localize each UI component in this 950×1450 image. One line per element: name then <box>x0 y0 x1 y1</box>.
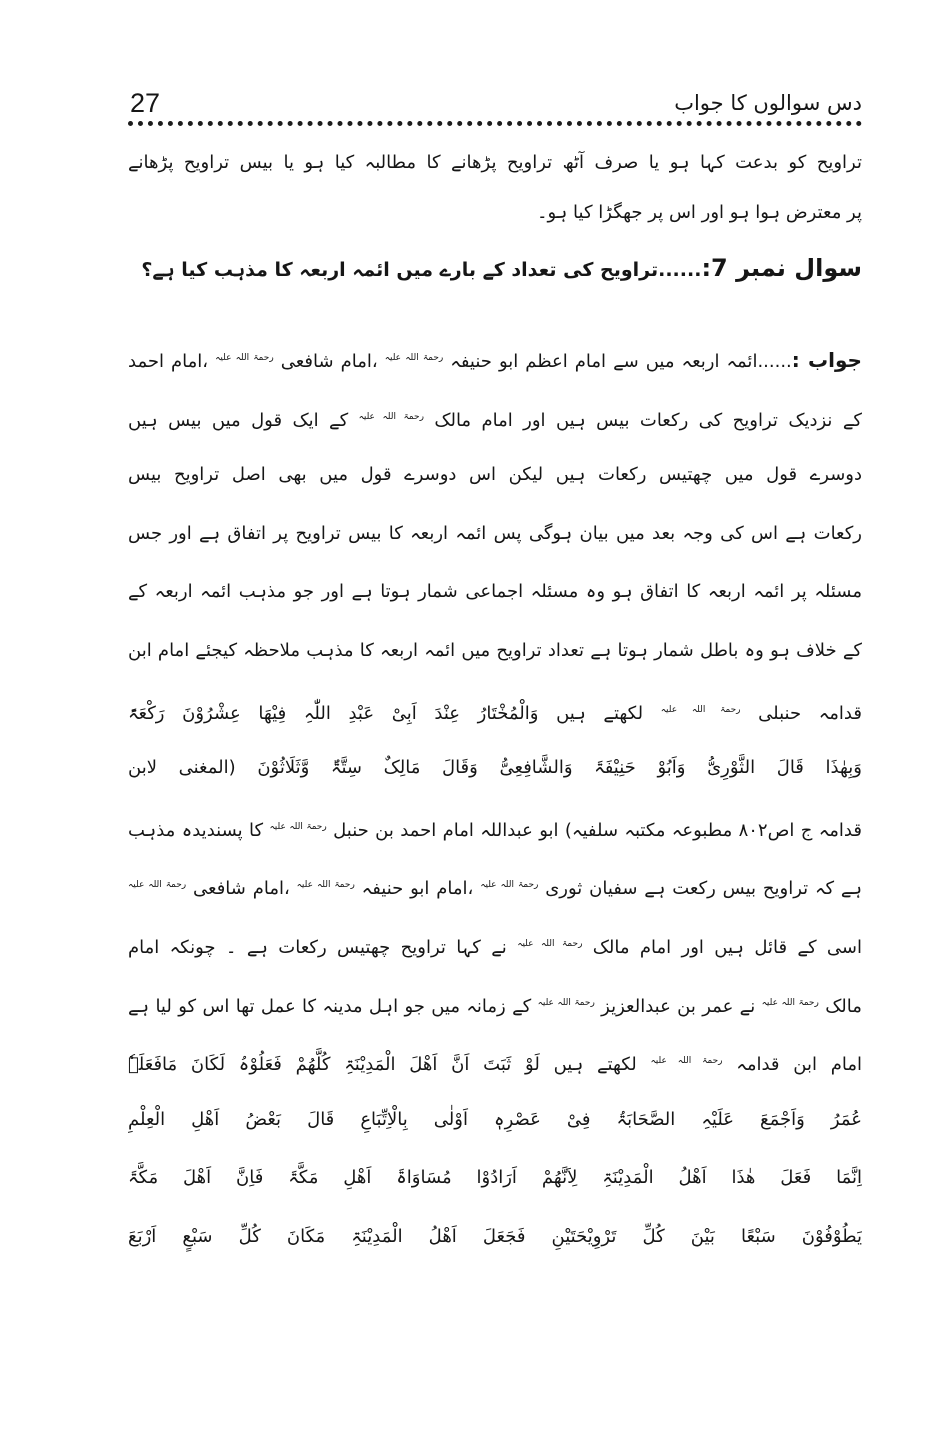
answer-paragraph <box>128 329 862 1267</box>
answer-text: امام ابن قدامہ <box>736 1054 862 1076</box>
answer-line-3 <box>128 446 862 505</box>
answer-text: لکھتے ہیں <box>556 702 644 724</box>
honorific-mark: رحمۃ اللہ علیہ <box>650 1056 723 1067</box>
answer-text: کے ایک قول میں بیس ہیں <box>128 409 349 431</box>
answer-line-11 <box>128 915 862 974</box>
answer-text: ،امام ابو حنیفہ <box>361 878 474 900</box>
reference-text: (المغنی لابن <box>128 757 236 779</box>
page-header <box>128 80 862 118</box>
arabic-quote: عُمَرُ وَاَجْمَعَ عَلَیْہِ الصَّحَابَۃُ فِیْ عَصْرِہٖ اَوْلٰی بِالْاِتِّبَاعِ قَالَ بَعْضُ اَھْلِ الْعِلْمِ <box>128 1108 862 1130</box>
honorific-mark: رحمۃ اللہ علیہ <box>660 704 741 715</box>
honorific-mark: رحمۃ اللہ علیہ <box>358 411 424 422</box>
question-heading <box>128 240 862 296</box>
honorific-mark: رحمۃ اللہ علیہ <box>128 880 187 891</box>
answer-text: دوسرے قول میں چھتیس رکعات ہیں لیکن اس دوسرے قول میں بھی اصل تراویح بیس <box>128 464 862 486</box>
question-text: ......تراویح کی تعداد کے بارے میں ائمہ اربعہ کا مذہب کیا ہے؟ <box>141 259 702 281</box>
answer-line-15 <box>128 1149 862 1208</box>
answer-text: ہے کہ تراویح بیس رکعت ہے سفیان ثوری <box>545 878 862 900</box>
answer-text: نے کہا تراویح چھتیس رکعات ہے ۔ چونکہ امام <box>128 936 507 958</box>
arabic-quote: یَطُوْفُوْنَ سَبْعًا بَیْنَ کُلِّ تَرْوِیْحَتَیْنِ فَجَعَلَ اَھْلُ الْمَدِیْنَۃِ مَکَانَ کُلِّ سَبْعٍ اَرْبَعَ <box>128 1225 862 1247</box>
answer-text: مسئلہ پر ائمہ اربعہ کا اتفاق ہو وہ مسئلہ اجماعی شمار ہوتا ہے اور جو مذہب ائمہ اربعہ کے <box>128 581 862 603</box>
answer-text: قدامہ ج اص۸۰۲ مطبوعہ مکتبہ سلفیہ) ابو عبداللہ امام احمد بن حنبل <box>333 819 862 841</box>
honorific-mark: رحمۃ اللہ علیہ <box>480 880 539 891</box>
answer-line-1 <box>128 329 862 388</box>
answer-text: قدامہ حنبلی <box>758 702 862 724</box>
answer-line-2 <box>128 388 862 447</box>
answer-text: کا پسندیدہ مذہب <box>128 819 264 841</box>
answer-text: ،امام شافعی <box>193 878 290 900</box>
answer-line-6 <box>128 622 862 681</box>
arabic-quote: وَبِھٰذَا قَالَ الثَّوْرِیُّ وَاَبُوْ حَنِیْفَۃَ وَالشَّافِعِیُّ وَقَالَ مَالِکٌ سِتَّۃٌ وَّثَلَاثُوْنَ <box>257 757 862 779</box>
answer-line-16 <box>128 1208 862 1267</box>
answer-line-9 <box>128 798 862 857</box>
answer-text: لکھتے ہیں <box>553 1054 637 1076</box>
header-dotted-rule <box>128 121 862 126</box>
honorific-mark: رحمۃ اللہ علیہ <box>215 353 274 363</box>
honorific-mark: رحمۃ اللہ علیہ <box>384 353 444 363</box>
honorific-mark: رحمۃ اللہ علیہ <box>517 938 583 949</box>
answer-line-7 <box>128 681 862 740</box>
answer-text: ......ائمہ اربعہ میں سے امام اعظم ابو حنیفہ <box>450 351 792 372</box>
answer-label: جواب : <box>791 348 862 372</box>
answer-line-5 <box>128 563 862 622</box>
answer-text: ،امام احمد <box>128 351 209 372</box>
answer-text: مالک <box>825 995 862 1017</box>
arabic-quote: اِنَّمَا فَعَلَ ھٰذَا اَھْلُ الْمَدِیْنَۃِ لِاَنَّھُمْ اَرَادُوْا مُسَاوَاۃَ اَھْلِ مَکَّۃَ فَاِنَّ اَھْلَ مَکَّۃَ <box>128 1167 862 1189</box>
intro-line-1: تراویح کو بدعت کہا ہو یا صرف آٹھ تراویح پڑھانے کا مطالبہ کیا ہو یا بیس تراویح پڑھانے <box>128 152 862 173</box>
honorific-mark: رحمۃ اللہ علیہ <box>269 821 327 832</box>
answer-text: نے عمر بن عبدالعزیز <box>601 995 756 1017</box>
honorific-mark: رحمۃ اللہ علیہ <box>537 997 595 1008</box>
page-number: 27 <box>130 88 161 118</box>
running-title: دس سوالوں کا جواب <box>674 91 862 115</box>
honorific-mark: رحمۃ اللہ علیہ <box>761 997 819 1008</box>
answer-line-8 <box>128 739 862 798</box>
answer-text: ،امام شافعی <box>280 351 378 372</box>
answer-line-4 <box>128 505 862 564</box>
intro-paragraph <box>128 138 862 238</box>
answer-text: کے نزدیک تراویح کی رکعات بیس ہیں اور امام مالک <box>434 409 862 431</box>
question-label: سوال نمبر 7: <box>701 254 862 282</box>
answer-line-12 <box>128 974 862 1033</box>
answer-line-14 <box>128 1091 862 1150</box>
answer-text: کے زمانہ میں جو اہل مدینہ کا عمل تھا اس کو لیا ہے <box>128 995 532 1017</box>
answer-line-10 <box>128 856 862 915</box>
answer-line-13 <box>128 1032 862 1091</box>
honorific-mark: رحمۃ اللہ علیہ <box>296 880 355 891</box>
intro-line-2: پر معترض ہوا ہو اور اس پر جھگڑا کیا ہو۔ <box>536 202 862 223</box>
answer-text: اسی کے قائل ہیں اور امام مالک <box>592 936 862 958</box>
answer-text: کے خلاف ہو وہ باطل شمار ہوتا ہے تعداد تراویح میں ائمہ اربعہ کا مذہب ملاحظہ کیجئے امام ابن <box>128 639 862 661</box>
arabic-quote: وَالْمُخْتَارُ عِنْدَ اَبِیْ عَبْدِ اللّٰہِ فِیْھَا عِشْرُوْنَ رَکْعَۃً <box>128 702 539 724</box>
arabic-quote: لَوْ ثَبَتَ اَنَّ اَھْلَ الْمَدِیْنَۃِ کُلَّھُمْ فَعَلُوْہُ لَکَانَ مَافَعَلَہٗ <box>128 1054 540 1076</box>
answer-text: رکعات ہے اس کی وجہ بعد میں بیان ہوگی پس ائمہ اربعہ کا بیس تراویح پر اتفاق ہے اور جس <box>128 522 862 544</box>
